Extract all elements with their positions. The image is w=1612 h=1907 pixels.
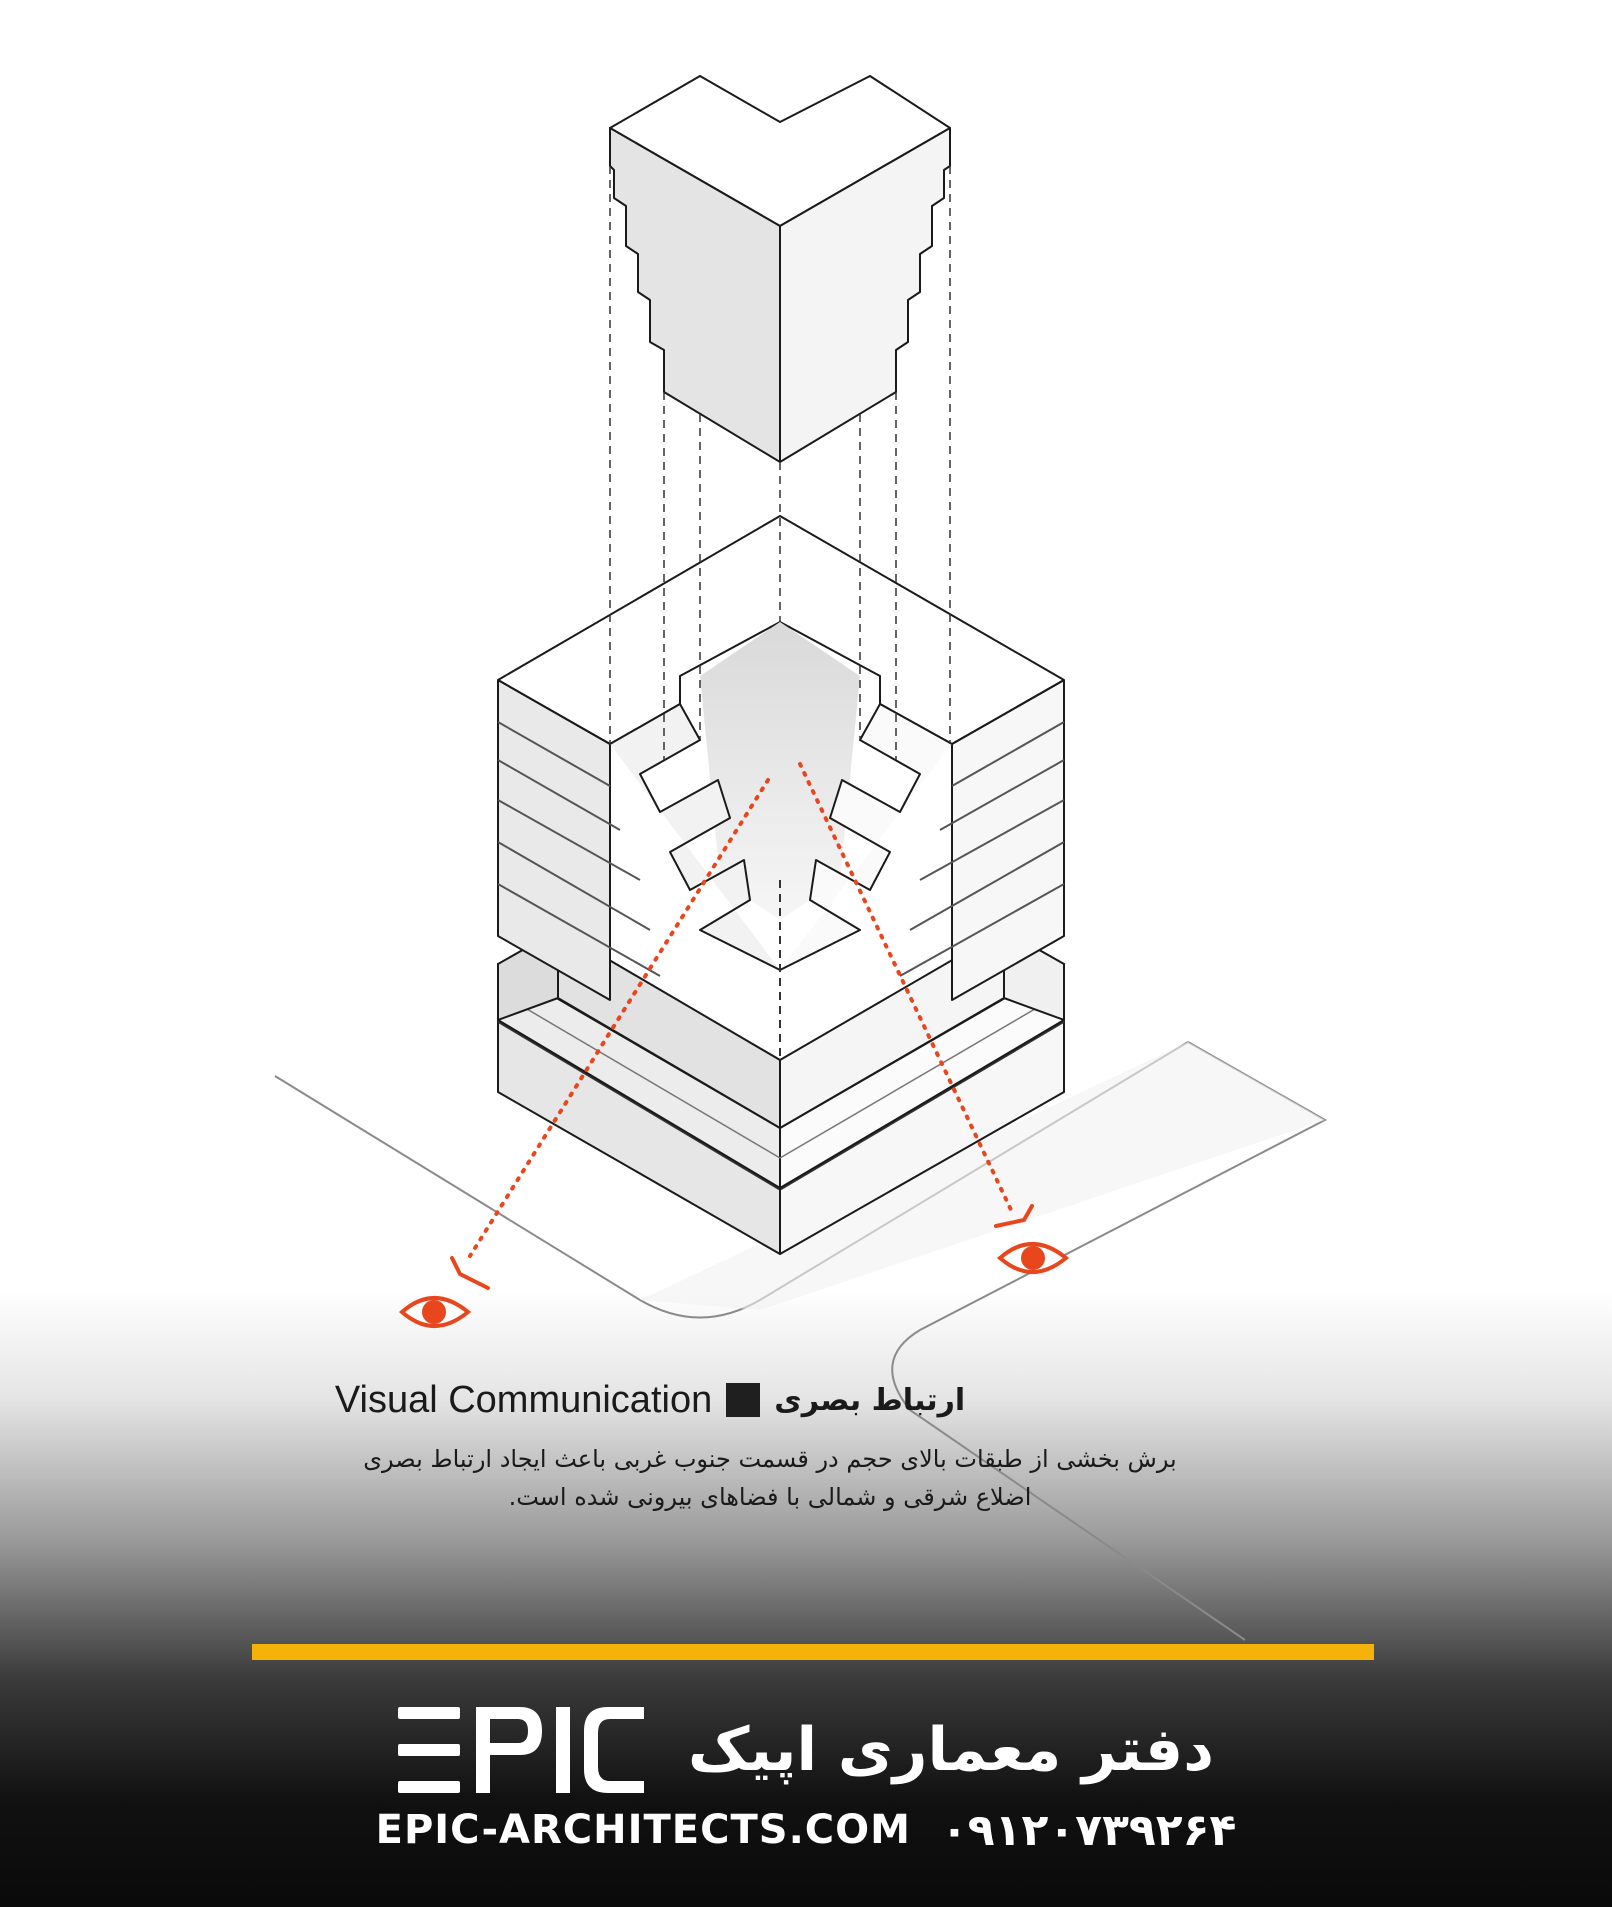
footer-contact [0,1800,1612,1860]
caption-square-icon [726,1383,760,1417]
website-link[interactable]: EPIC-ARCHITECTS.COM [375,1807,911,1853]
eye-icon [402,1298,468,1326]
main-stacked-block [498,516,1064,1060]
brand-row [0,1690,1612,1810]
caption-title-en: Visual Communication [334,1378,713,1421]
upper-tower-volume [610,76,950,462]
eye-icon [1000,1244,1066,1272]
epic-logo [398,1707,648,1793]
caption-body [300,1440,1240,1516]
caption-body-line: اضلاع شرقی و شمالی با فضاهای بیرونی شده است. [508,1483,1032,1511]
divider-bar [252,1644,1374,1660]
caption-body-line: برش بخشی از طبقات بالای حجم در قسمت جنوب غربی باعث ایجاد ارتباط بصری [363,1445,1177,1473]
caption-title-fa: ارتباط بصری [774,1382,966,1418]
caption-title [300,1370,1000,1430]
brand-name-fa: دفتر معماری اپیک [688,1715,1214,1785]
phone-number: ۰۹۱۲۰۷۳۹۲۶۴ [940,1804,1237,1856]
